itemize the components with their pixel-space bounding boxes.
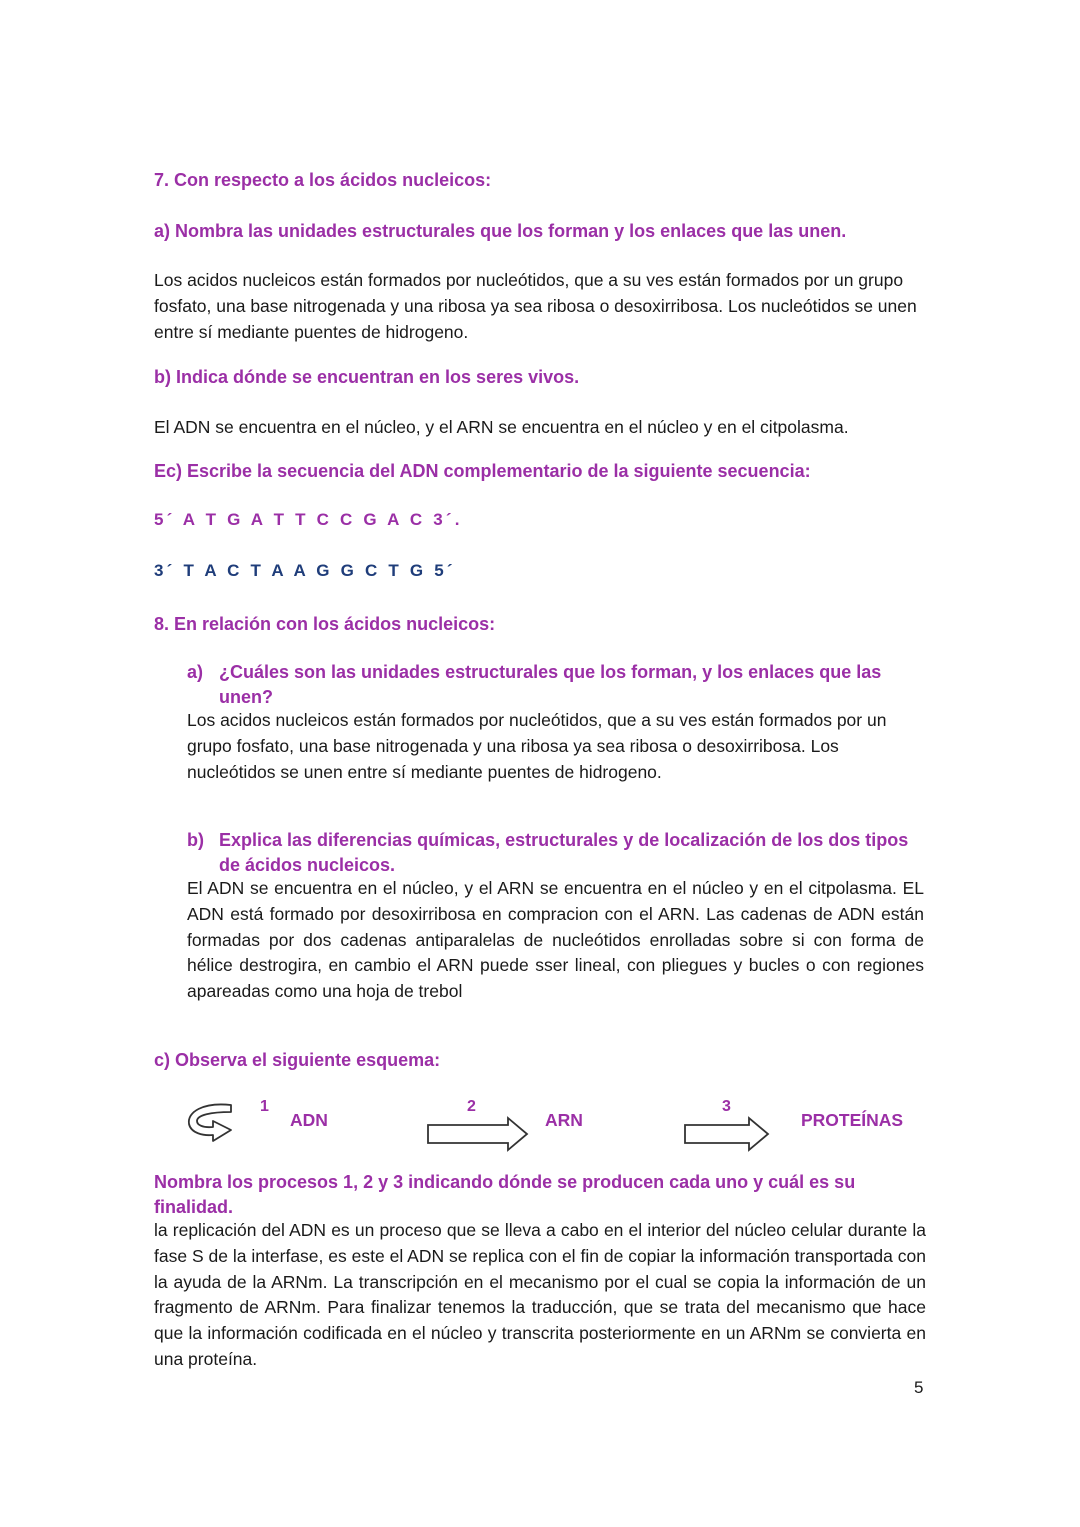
adn-label: ADN — [290, 1110, 328, 1130]
translation-arrow-icon — [683, 1116, 771, 1152]
q8c-question: Nombra los procesos 1, 2 y 3 indicando dónde se producen cada uno y cuál es su finalidad. — [154, 1172, 856, 1217]
arn-label: ARN — [545, 1110, 583, 1130]
process-diagram — [150, 1090, 940, 1160]
q8b-question: Explica las diferencias químicas, estructurales y de localización de los dos tipos de ácidos nucleicos. — [219, 830, 909, 875]
process-3-number: 3 — [722, 1098, 731, 1115]
q8b-answer: El ADN se encuentra en el núcleo, y el ARN se encuentra en el núcleo y en el citpolasma. EL ADN está formado por desoxirribosa en compracion con el ARN. Las cadenas de ADN están formadas por dos cadenas antiparalelas de nucleótidos enrolladas sobre si con forma de hélice destrogira, en cambio el ARN puede sser lineal, con pliegues y bucles o con regiones apareadas como una hoja de trebol — [187, 878, 924, 1002]
q7a-answer: Los acidos nucleicos están formados por nucleótidos, que a su ves están formados por un grupo fosfato, una base nitrogenada y una ribosa ya sea ribosa o desoxirribosa. Los nucleótidos se unen entre sí mediante puentes de hidrogeno. — [154, 270, 917, 342]
q8-heading: 8. En relación con los ácidos nucleicos: — [154, 614, 496, 634]
q8b-label: b) — [187, 830, 204, 850]
q7a-question: a) Nombra las unidades estructurales que los forman y los enlaces que las unen. — [154, 221, 847, 241]
q8c-answer: la replicación del ADN es un proceso que se lleva a cabo en el interior del núcleo celular durante la fase S de la interfase, es este el ADN se replica con el fin de copiar la información transportada con la ayuda de la ARNm. La transcripción en el mecanismo por el cual se copia la información de un fragmento de ARNm. Para finalizar tenemos la traducción, que se trata del mecanismo que hace que la información codificada en el núcleo y transcrita posteriormente en un ARNm se convierta en una proteína. — [154, 1220, 926, 1369]
q7b-answer: El ADN se encuentra en el núcleo, y el ARN se encuentra en el núcleo y en el citpolasma. — [154, 417, 849, 437]
q8a-label: a) — [187, 662, 204, 682]
q7b-question: b) Indica dónde se encuentran en los seres vivos. — [154, 367, 580, 387]
complementary-sequence: 3´ T A C T A A G G C T G 5´ — [154, 561, 456, 580]
page-number: 5 — [914, 1378, 924, 1397]
proteinas-label: PROTEÍNAS — [801, 1110, 904, 1130]
q7c-question: Ec) Escribe la secuencia del ADN complementario de la siguiente secuencia: — [154, 461, 811, 481]
q8c-heading: c) Observa el siguiente esquema: — [154, 1050, 441, 1070]
q8a-question: ¿Cuáles son las unidades estructurales que los forman, y los enlaces que las unen? — [219, 662, 882, 707]
process-1-number: 1 — [260, 1098, 269, 1115]
q8a-answer: Los acidos nucleicos están formados por nucleótidos, que a su ves están formados por un grupo fosfato, una base nitrogenada y una ribosa ya sea ribosa o desoxirribosa. Los nucleótidos se unen entre sí mediante puentes de hidrogeno. — [187, 710, 887, 782]
process-2-number: 2 — [467, 1098, 476, 1115]
q7-heading: 7. Con respecto a los ácidos nucleicos: — [154, 170, 492, 190]
transcription-arrow-icon — [426, 1116, 530, 1152]
replication-curved-arrow-icon — [183, 1100, 235, 1146]
dna-sequence: 5´ A T G A T T C C G A C 3´. — [154, 510, 463, 529]
